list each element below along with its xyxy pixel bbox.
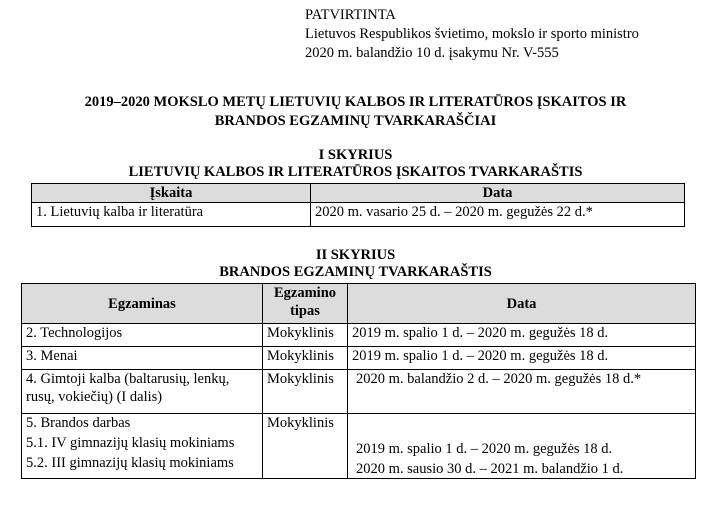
exam-schedule-table: [21, 283, 696, 479]
header-line: tipas: [290, 303, 320, 319]
exam-type: Mokyklinis: [263, 347, 348, 370]
table-row: [22, 324, 696, 347]
column-header: Egzaminas: [22, 284, 263, 324]
exam-type: Mokyklinis: [263, 370, 348, 414]
column-header: Data: [348, 284, 696, 324]
exam-date-line: 2020 m. sausio 30 d. – 2021 m. balandžio 1 d.: [356, 461, 624, 477]
exam-type: Mokyklinis: [263, 324, 348, 347]
exam-type: Mokyklinis: [263, 414, 348, 479]
section-number: II SKYRIUS: [315, 247, 396, 263]
exam-name: 4. Gimtoji kalba (baltarusių, lenkų, rusų, vokiečių) (I dalis): [22, 370, 263, 414]
section2-heading: [0, 247, 711, 281]
exam-date: 2019 m. spalio 1 d. – 2020 m. gegužės 18 d.: [348, 347, 696, 370]
credit-name: 1. Lietuvių kalba ir literatūra: [32, 203, 311, 227]
table-header-row: [22, 284, 696, 324]
credit-schedule-table: [31, 183, 685, 227]
approval-block: [305, 6, 639, 63]
table-row: [22, 370, 696, 414]
approval-line: 2020 m. balandžio 10 d. įsakymu Nr. V-555: [305, 45, 559, 61]
exam-name: 2. Technologijos: [22, 324, 263, 347]
column-header: Data: [311, 184, 685, 203]
exam-date: 2019 m. spalio 1 d. – 2020 m. gegužės 18 d.: [348, 324, 696, 347]
exam-name-line: 5. Brandos darbas: [26, 415, 131, 431]
table-row: [22, 347, 696, 370]
section-title: LIETUVIŲ KALBOS IR LITERATŪROS ĮSKAITOS TVARKARAŠTIS: [128, 164, 583, 180]
column-header: [263, 284, 348, 324]
table-row: [32, 203, 685, 227]
section-title: BRANDOS EGZAMINŲ TVARKARAŠTIS: [219, 264, 492, 280]
exam-date-line: 2019 m. spalio 1 d. – 2020 m. gegužės 18 d.: [356, 441, 613, 457]
section1-heading: [0, 147, 711, 181]
approval-line: Lietuvos Respublikos švietimo, mokslo ir sporto ministro: [305, 26, 639, 42]
header-line: Egzamino: [273, 285, 337, 301]
column-header: Įskaita: [32, 184, 311, 203]
exam-date: 2020 m. balandžio 2 d. – 2020 m. gegužės 18 d.*: [348, 370, 696, 414]
section-number: I SKYRIUS: [318, 147, 393, 163]
approval-line: PATVIRTINTA: [305, 7, 396, 23]
table-header-row: [32, 184, 685, 203]
exam-name: [22, 414, 263, 479]
credit-date: 2020 m. vasario 25 d. – 2020 m. gegužės 22 d.*: [311, 203, 685, 227]
exam-name-line: 5.2. III gimnazijų klasių mokiniams: [26, 455, 234, 471]
exam-name-line: 5.1. IV gimnazijų klasių mokiniams: [26, 435, 235, 451]
exam-name: 3. Menai: [22, 347, 263, 370]
exam-date: [348, 414, 696, 479]
title-line: 2019–2020 MOKSLO METŲ LIETUVIŲ KALBOS IR LITERATŪROS ĮSKAITOS IR: [84, 94, 627, 110]
table-row: [22, 414, 696, 479]
document-title: [0, 93, 711, 131]
title-line: BRANDOS EGZAMINŲ TVARKARAŠČIAI: [214, 113, 497, 129]
